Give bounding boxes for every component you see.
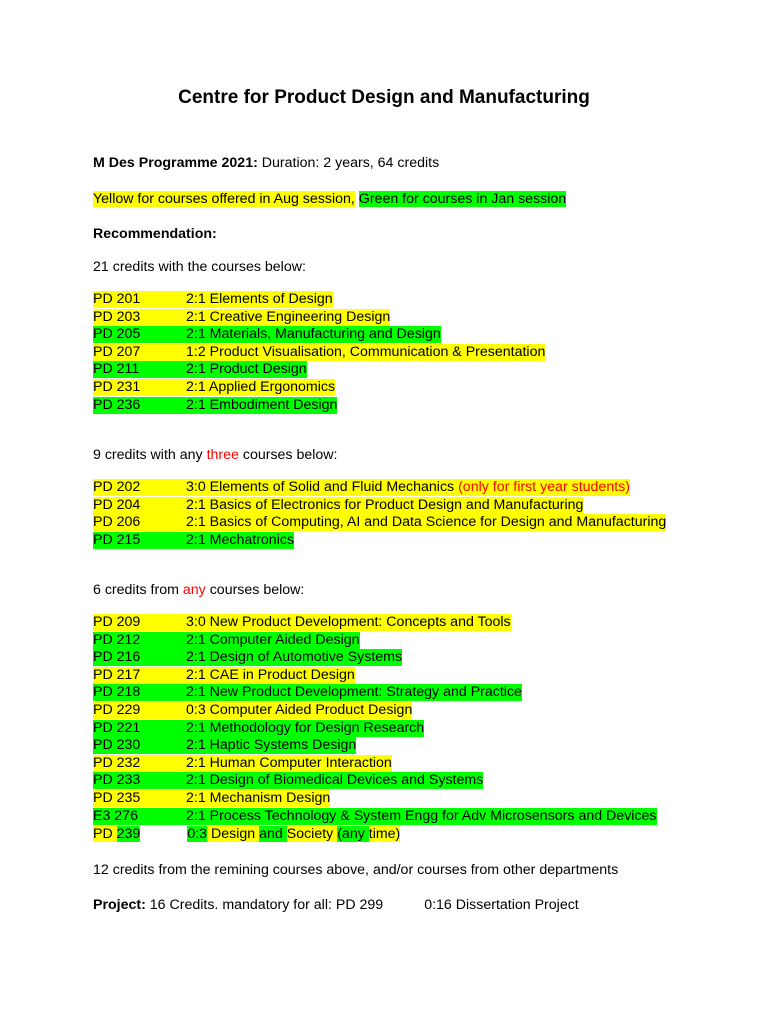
course-title: 2:1 Design of Automotive Systems [186,649,403,666]
legend-green: Green for courses in Jan session [358,191,567,207]
course-row [93,479,630,496]
section3-emph: any [182,582,206,598]
course-highlight [93,667,355,684]
course-code: PD 231 [93,379,141,395]
course-title: 2:1 Basics of Electronics for Product Design and Manufacturing [186,496,584,513]
course-code: PD 209 [93,614,141,630]
course-row-pd239 [93,826,400,843]
course-row [93,379,335,396]
course-row [93,397,337,414]
course-highlight [93,614,511,631]
course-row [93,649,402,666]
course-row [93,720,424,737]
course-title: 1:2 Product Visualisation, Communication & Presentation [186,343,546,360]
course-part-6: time) [368,826,401,842]
course-part-5: (any [337,826,369,842]
course-highlight [93,790,330,807]
section2-post: courses below: [238,447,338,463]
project-label: Project: [93,897,146,913]
course-part-1: 0:3 [187,826,208,842]
course-row [93,291,333,308]
course-highlight [93,755,392,772]
course-row [93,632,360,649]
programme-label: M Des Programme 2021: [93,155,258,171]
course-code: PD 229 [93,702,141,718]
course-code: PD 217 [93,666,141,683]
course-title: 0:3 Computer Aided Product Design [186,702,413,718]
course-highlight [93,379,335,396]
section2-pre: 9 credits with any [93,447,207,463]
course-highlight [93,720,424,737]
project-text: 16 Credits. mandatory for all: PD 299 [145,897,384,913]
course-highlight [93,737,356,754]
course-code: PD 205 [93,326,141,343]
course-code: PD 204 [93,496,141,513]
course-row [93,344,545,361]
course-code: PD 230 [93,737,141,754]
section3-heading [93,582,304,599]
course-code-b: 239 [116,826,141,842]
course-highlight [93,649,402,666]
course-highlight [93,326,441,343]
course-title: 2:1 Methodology for Design Research [186,719,425,736]
course-row [93,326,441,343]
course-highlight [93,361,307,378]
course-code: PD 212 [93,631,141,648]
course-highlight [93,291,333,308]
course-code: PD 201 [93,291,141,307]
course-code: PD 206 [93,514,141,531]
course-title: 2:1 Mechatronics [186,531,295,548]
course-row [93,755,392,772]
course-highlight [93,532,294,549]
course-title: 2:1 Embodiment Design [186,396,338,413]
course-highlight [93,702,412,719]
course-highlight [93,632,360,649]
section1-heading: 21 credits with the courses below: [93,259,306,275]
course-code: PD 233 [93,772,141,789]
course-title: 3:0 Elements of Solid and Fluid Mechanics [186,479,459,495]
course-highlight [93,479,630,496]
course-row [93,667,355,684]
course-code-a: PD [93,826,117,842]
course-title: 2:1 Materials, Manufacturing and Design [186,326,441,343]
course-code: PD 211 [93,361,140,378]
course-code: PD 215 [93,531,141,548]
course-row [93,532,294,549]
course-highlight [93,514,666,531]
course-title: 2:1 Process Technology & System Engg for Adv Microsensors and Devices [186,807,657,824]
course-title: 2:1 Basics of Computing, AI and Data Science for Design and Manufacturing [186,514,667,531]
course-title: 2:1 Elements of Design [186,291,333,307]
course-highlight [93,808,657,825]
course-code: PD 218 [93,684,141,701]
programme-line [93,155,439,172]
project-code: 0:16 Dissertation Project [424,897,579,913]
remaining-line: 12 credits from the remining courses above, and/or courses from other departments [93,862,619,878]
course-highlight [93,772,483,789]
course-highlight [93,497,583,514]
course-part-2: Design [207,826,260,842]
course-code: PD 216 [93,649,141,666]
course-code: PD 207 [93,343,141,360]
section2-heading [93,447,337,464]
programme-text: Duration: 2 years, 64 credits [257,155,440,171]
course-code: PD 203 [93,308,141,325]
course-title: 2:1 Human Computer Interaction [186,754,392,771]
course-part-3: and [259,826,287,842]
course-row [93,808,657,825]
course-title: 2:1 Design of Biomedical Devices and Systems [186,772,484,789]
course-row [93,614,511,631]
course-row [93,702,412,719]
page-title: Centre for Product Design and Manufacturing [178,87,590,108]
course-title: 2:1 Creative Engineering Design [186,308,391,325]
course-part-4: Society [286,826,338,842]
course-code: PD 235 [93,790,141,806]
course-title: 2:1 New Product Development: Strategy and Practice [186,684,522,701]
course-highlight [93,397,337,414]
course-code: PD 232 [93,754,141,771]
course-code: PD 236 [93,396,141,413]
recommendation-heading: Recommendation: [93,226,217,242]
course-code: PD 221 [93,719,141,736]
course-row [93,514,666,531]
course-title: 3:0 New Product Development: Concepts and Tools [186,614,511,630]
project-line [93,897,579,914]
section2-emph: three [206,447,239,463]
course-row [93,772,483,789]
course-title: 2:1 Applied Ergonomics [186,379,336,395]
course-highlight [93,684,522,701]
course-title: 2:1 Mechanism Design [186,790,331,806]
section3-post: courses below: [205,582,305,598]
section3-pre: 6 credits from [93,582,183,598]
course-title: 2:1 Computer Aided Design [186,631,360,648]
course-highlight [93,344,545,361]
course-row [93,684,522,701]
course-row [93,309,390,326]
legend-line [93,191,566,208]
course-code: PD 202 [93,479,141,495]
course-title: 2:1 CAE in Product Design [186,666,355,683]
course-row [93,361,307,378]
course-title: 2:1 Product Design [186,361,307,378]
course-row [93,790,330,807]
legend-yellow: Yellow for courses offered in Aug session, [93,191,355,207]
course-row [93,497,583,514]
course-title: 2:1 Haptic Systems Design [186,737,357,754]
course-note: (only for first year students) [458,479,630,495]
course-code: E3 276 [93,807,138,824]
course-row [93,737,356,754]
course-highlight [93,309,390,326]
